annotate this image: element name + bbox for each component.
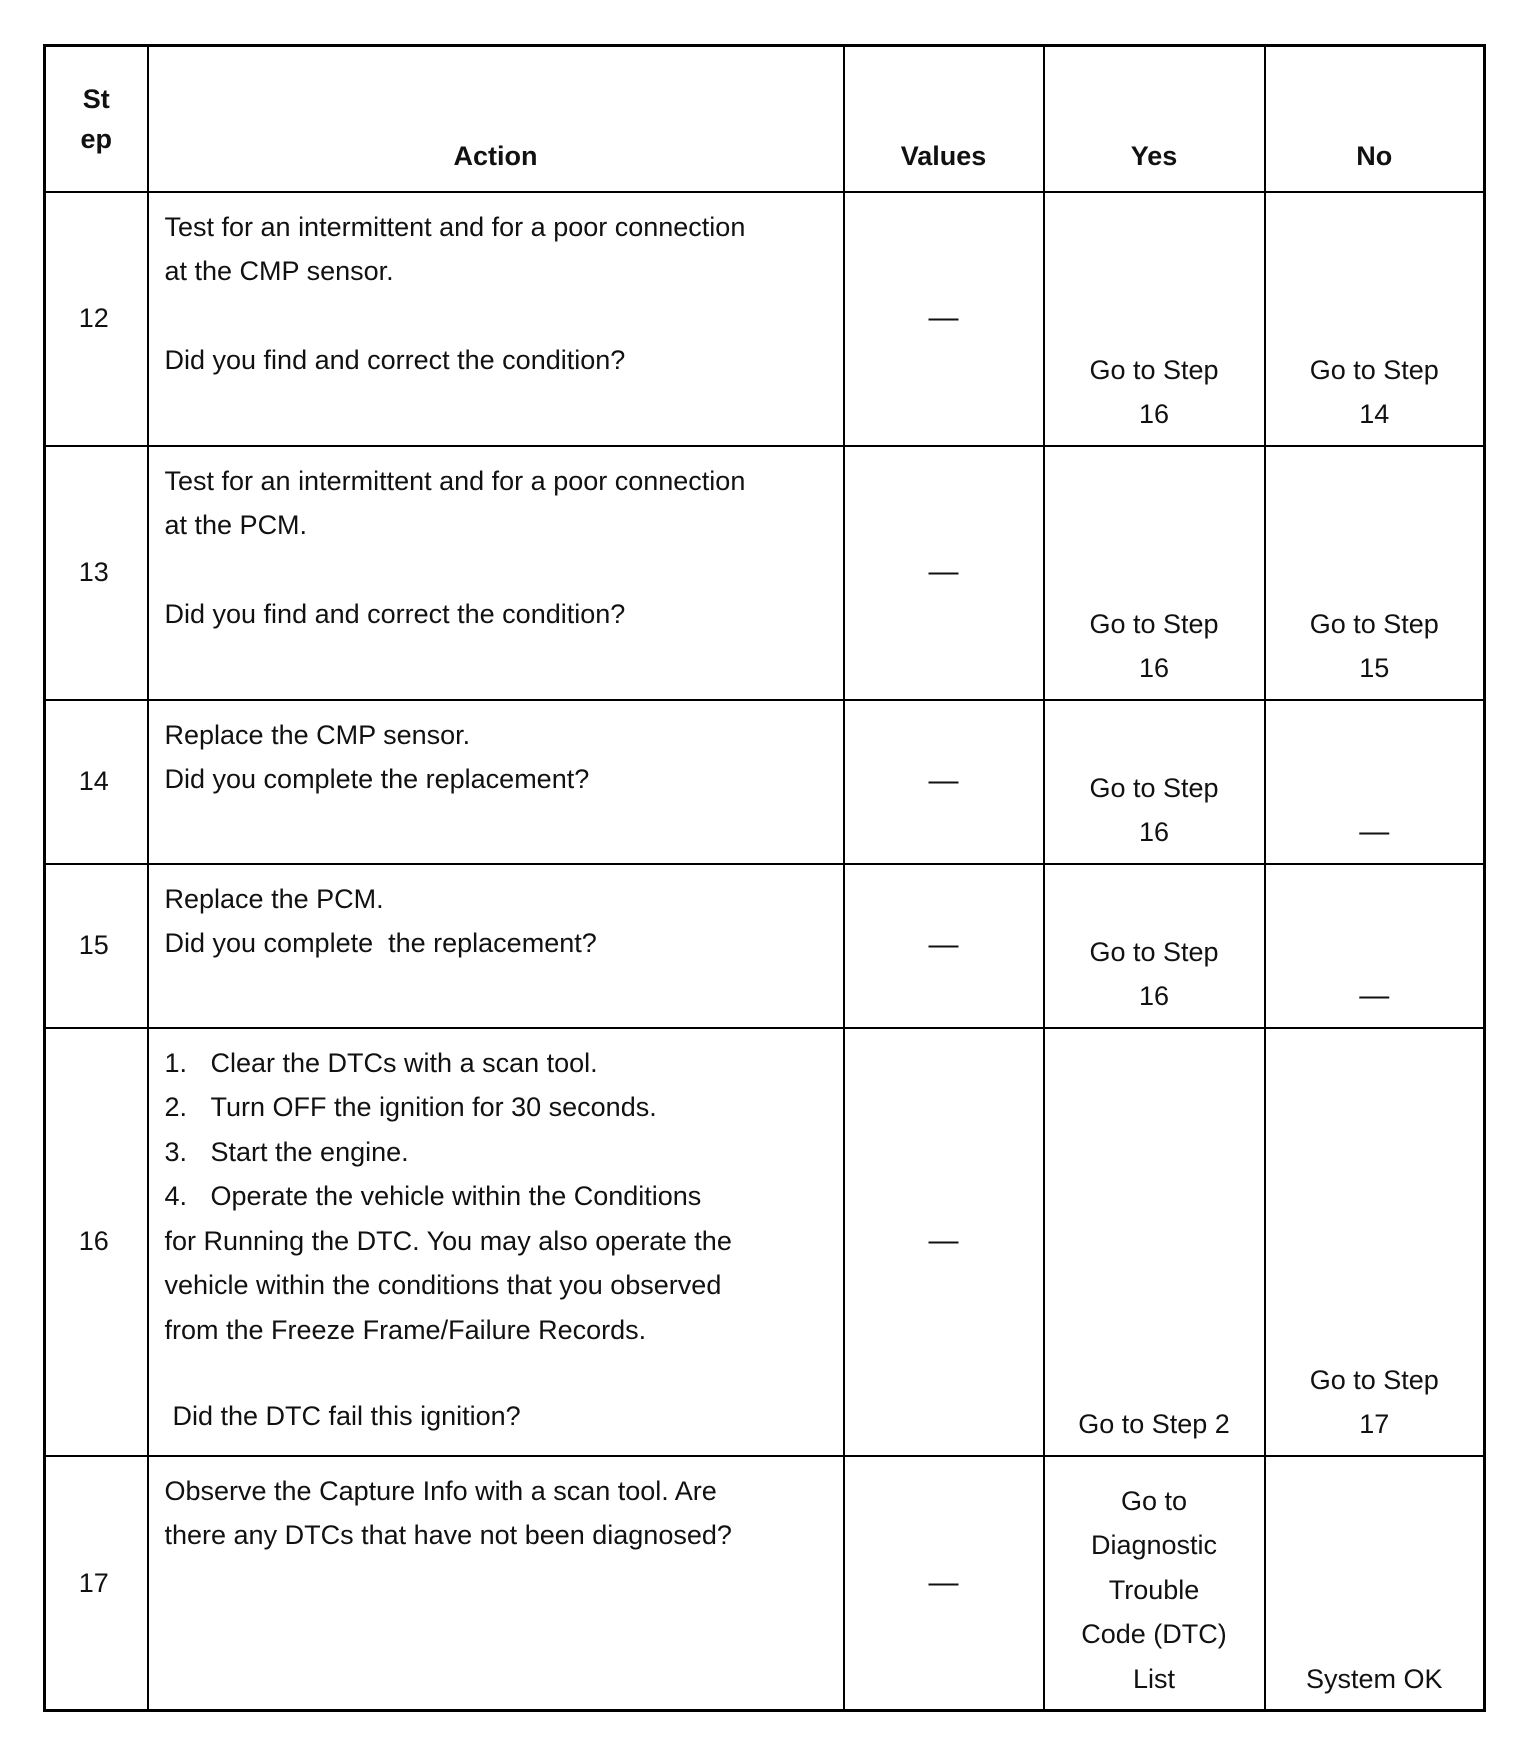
no-cell: [1265, 446, 1485, 700]
yes-line: Code (DTC): [1081, 1619, 1227, 1649]
list-number: 1.: [164, 1047, 188, 1078]
yes-line: 16: [1138, 981, 1170, 1011]
action-cell: [148, 700, 844, 864]
yes-line: Go to Step: [1089, 772, 1219, 803]
yes-line: List: [1132, 1663, 1176, 1694]
no-line: —: [1359, 979, 1390, 1012]
table-row: [45, 192, 1485, 446]
action-list-item: [165, 1130, 827, 1175]
action-question: Did you find and correct the condition?: [164, 599, 626, 629]
step-number: 13: [45, 446, 148, 700]
no-cell: [1265, 864, 1485, 1028]
header-step-line1: St: [82, 84, 110, 115]
header-action: Action: [148, 46, 844, 192]
yes-cell: [1044, 192, 1265, 446]
action-line: at the PCM.: [164, 510, 308, 540]
yes-cell: [1044, 1456, 1265, 1711]
header-row: [45, 46, 1485, 192]
action-line: from the Freeze Frame/Failure Records.: [164, 1314, 647, 1345]
yes-cell: [1044, 446, 1265, 700]
action-line: Observe the Capture Info with a scan tool. Are: [164, 1475, 717, 1506]
step-number: 15: [45, 864, 148, 1028]
action-line: Test for an intermittent and for a poor connection: [164, 211, 746, 242]
yes-line: Trouble: [1108, 1574, 1200, 1605]
table-row: [45, 864, 1485, 1028]
action-question: Did the DTC fail this ignition?: [172, 1401, 521, 1431]
no-line: 15: [1359, 653, 1390, 683]
table-row: [45, 446, 1485, 700]
yes-line: Go to: [1120, 1485, 1188, 1516]
value-cell: —: [844, 446, 1044, 700]
no-line: System OK: [1305, 1663, 1443, 1694]
yes-line: Diagnostic: [1090, 1530, 1218, 1560]
yes-line: Go to Step: [1089, 936, 1219, 967]
action-question: Did you complete the replacement?: [164, 928, 597, 958]
action-list-item: [165, 1041, 827, 1086]
no-cell: [1265, 192, 1485, 446]
action-list-item: [165, 1085, 827, 1130]
value-cell: —: [844, 192, 1044, 446]
action-cell: [148, 864, 844, 1028]
yes-cell: [1044, 864, 1265, 1028]
step-number: 14: [45, 700, 148, 864]
no-line: 17: [1359, 1409, 1390, 1439]
list-text: Turn OFF the ignition for 30 seconds.: [210, 1092, 657, 1122]
action-list-item: [165, 1174, 827, 1219]
diagnostic-table: [43, 44, 1486, 1712]
table-row: [45, 1028, 1485, 1456]
action-line: there any DTCs that have not been diagnosed?: [164, 1520, 732, 1550]
yes-line: Go to Step 2: [1078, 1409, 1230, 1439]
action-cell: [148, 1028, 844, 1456]
value-cell: —: [844, 864, 1044, 1028]
action-line: at the CMP sensor.: [164, 256, 394, 286]
yes-cell: [1044, 1028, 1265, 1456]
header-step: [45, 46, 148, 192]
action-cell: [148, 446, 844, 700]
header-yes: Yes: [1044, 46, 1265, 192]
yes-line: Go to Step: [1089, 608, 1219, 639]
value-cell: —: [844, 700, 1044, 864]
no-line: —: [1359, 815, 1390, 848]
no-cell: [1265, 1456, 1485, 1711]
no-cell: [1265, 1028, 1485, 1456]
action-line: vehicle within the conditions that you observed: [164, 1270, 722, 1300]
yes-line: 16: [1138, 653, 1170, 683]
table-row: [45, 700, 1485, 864]
no-line: Go to Step: [1309, 354, 1439, 385]
yes-line: Go to Step: [1089, 354, 1219, 385]
action-cell: [148, 192, 844, 446]
header-values: Values: [844, 46, 1044, 192]
table-row: [45, 1456, 1485, 1711]
no-cell: [1265, 700, 1485, 864]
list-number: 2.: [164, 1092, 188, 1122]
action-question: Did you find and correct the condition?: [164, 345, 626, 375]
action-line: for Running the DTC. You may also operate the: [164, 1225, 732, 1256]
header-no: No: [1265, 46, 1485, 192]
no-line: Go to Step: [1309, 608, 1439, 639]
step-number: 17: [45, 1456, 148, 1711]
action-line: Replace the PCM.: [164, 883, 384, 914]
yes-line: 16: [1138, 399, 1170, 429]
list-number: 3.: [164, 1136, 188, 1167]
no-line: Go to Step: [1309, 1364, 1439, 1395]
action-cell: [148, 1456, 844, 1711]
list-text: Start the engine.: [210, 1136, 409, 1167]
list-text: Clear the DTCs with a scan tool.: [210, 1047, 598, 1078]
header-step-line2: ep: [80, 124, 112, 155]
action-line: Test for an intermittent and for a poor connection: [164, 465, 746, 496]
action-line: Replace the CMP sensor.: [164, 719, 471, 750]
step-number: 12: [45, 192, 148, 446]
value-cell: —: [844, 1456, 1044, 1711]
list-number: 4.: [164, 1181, 188, 1211]
yes-line: 16: [1138, 817, 1170, 847]
step-number: 16: [45, 1028, 148, 1456]
yes-cell: [1044, 700, 1265, 864]
action-question: Did you complete the replacement?: [164, 764, 590, 794]
no-line: 14: [1359, 399, 1390, 429]
value-cell: —: [844, 1028, 1044, 1456]
list-text: Operate the vehicle within the Conditions: [210, 1181, 702, 1211]
